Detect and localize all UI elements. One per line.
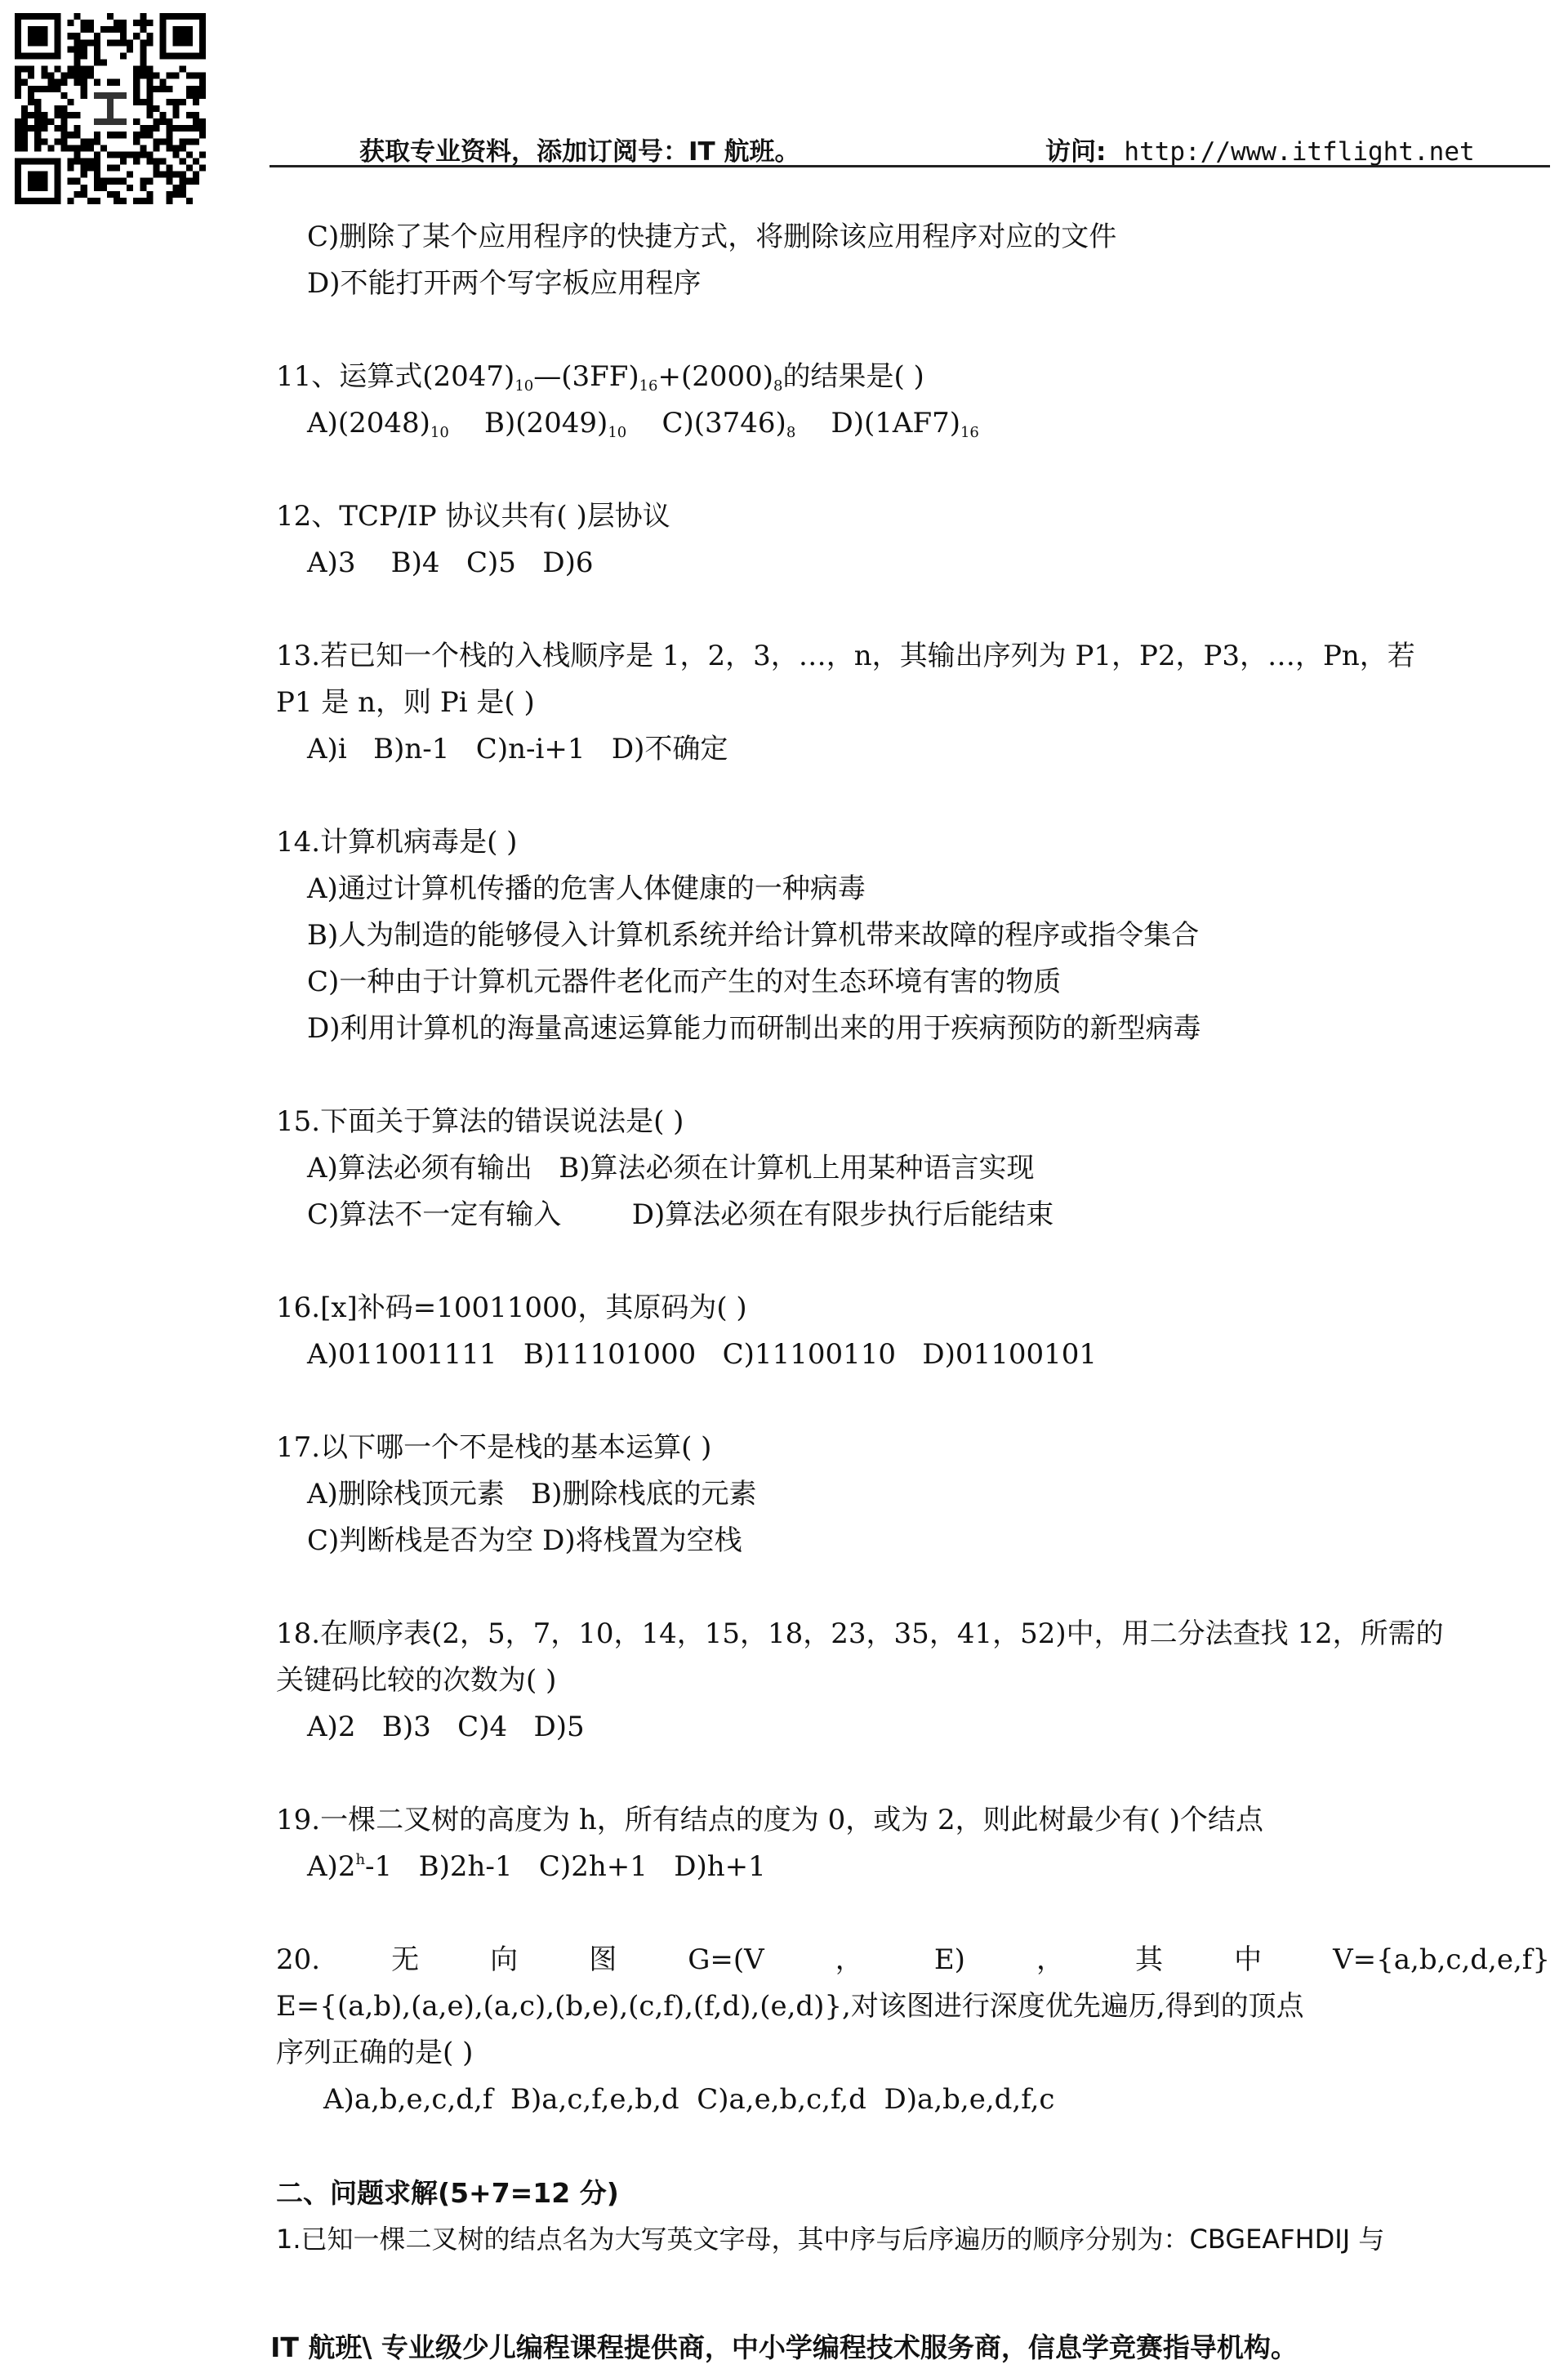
qr-code [15, 13, 206, 204]
q18-stem-line1: 18.在顺序表(2，5，7，10，14，15，18，23，35，41，52)中，用二分法查找 12，所需的 [276, 1617, 1444, 1650]
q18-stem-line2: 关键码比较的次数为( ) [276, 1664, 557, 1697]
q14-option-d: D)利用计算机的海量高速运算能力而研制出来的用于疾病预防的新型病毒 [307, 1012, 1201, 1045]
q20-options: A)a,b,e,c,d,f B)a,c,f,e,b,d C)a,e,b,c,f,d D)a,b,e,d,f,c [323, 2083, 1055, 2116]
header-divider [270, 165, 1550, 167]
q16-stem: 16.[x]补码=10011000，其原码为( ) [276, 1292, 747, 1324]
q17-stem: 17.以下哪一个不是栈的基本运算( ) [276, 1431, 712, 1464]
q20-stem-line2: E={(a,b),(a,e),(a,c),(b,e),(c,f),(f,d),(e,d)},对该图进行深度优先遍历,得到的顶点 [276, 1990, 1304, 2023]
section-2-title: 二、问题求解(5+7=12 分) [276, 2177, 619, 2209]
header-visit [1045, 131, 1475, 167]
q16-options: A)011001111 B)11101000 C)11100110 D)01100101 [307, 1338, 1097, 1371]
q14-option-a: A)通过计算机传播的危害人体健康的一种病毒 [307, 872, 866, 905]
q13-stem-line1: 13.若已知一个栈的入栈顺序是 1，2，3，…，n，其输出序列为 P1，P2，P3，…，Pn，若 [276, 640, 1415, 672]
page-footer: IT 航班\ 专业级少儿编程课程提供商，中小学编程技术服务商，信息学竞赛指导机构。 [270, 2331, 1298, 2363]
q11-options: $A)(2048)_{10}$ $B)(2049)_{10}$ $C)(3746)_8$ $D)(1AF7)_{16}$ [307, 407, 979, 441]
page-header [270, 131, 1544, 167]
q19-options: A)2$^h$-1 B)2h-1 C)2h+1 D)h+1 [307, 1850, 766, 1883]
q10-option-d: D)不能打开两个写字板应用程序 [307, 267, 702, 300]
q13-options: A)i B)n-1 C)n-i+1 D)不确定 [307, 733, 728, 765]
q13-stem-line2: P1 是 n，则 Pi 是( ) [276, 686, 535, 719]
header-promo-text: 获取专业资料，添加订阅号：IT 航班。 [359, 137, 800, 167]
q11-stem: 11、运算式$(2047)_{10}—(3FF)_{16}+(2000)_8$的结果是( ) [276, 360, 924, 395]
header-visit-label: 访问: [1045, 137, 1107, 167]
q15-options-line2: C)算法不一定有输入 D)算法必须在有限步执行后能结束 [307, 1198, 1054, 1231]
q14-option-c: C)一种由于计算机元器件老化而产生的对生态环境有害的物质 [307, 966, 1062, 998]
q20-stem-line3: 序列正确的是( ) [276, 2037, 474, 2069]
q10-option-c: C)删除了某个应用程序的快捷方式，将删除该应用程序对应的文件 [307, 221, 1117, 253]
q15-stem: 15.下面关于算法的错误说法是( ) [276, 1105, 684, 1138]
section-2-q1-stem: 1.已知一棵二叉树的结点名为大写英文字母，其中序与后序遍历的顺序分别为：CBGEAFHDIJ 与 [276, 2224, 1385, 2255]
q18-options: A)2 B)3 C)4 D)5 [307, 1711, 585, 1743]
q12-stem: 12、TCP/IP 协议共有( )层协议 [276, 500, 670, 533]
q14-option-b: B)人为制造的能够侵入计算机系统并给计算机带来故障的程序或指令集合 [307, 919, 1200, 952]
header-url-link[interactable]: http://www.itflight.net [1124, 137, 1475, 167]
q17-options-line2: C)判断栈是否为空 D)将栈置为空栈 [307, 1524, 742, 1557]
q19-stem: 19.一棵二叉树的高度为 h，所有结点的度为 0，或为 2，则此树最少有( )个结点 [276, 1804, 1263, 1836]
q17-options-line1: A)删除栈顶元素 B)删除栈底的元素 [307, 1478, 757, 1510]
exam-content [276, 214, 1550, 2263]
q14-stem: 14.计算机病毒是( ) [276, 826, 518, 859]
q20-stem-line1: 20. 无 向 图 G=(V ， E) ， 其 中 V={a,b,c,d,e,f} [276, 1943, 1550, 1976]
q12-options: A)3 B)4 C)5 D)6 [307, 547, 594, 579]
q15-options-line1: A)算法必须有输出 B)算法必须在计算机上用某种语言实现 [307, 1152, 1035, 1185]
